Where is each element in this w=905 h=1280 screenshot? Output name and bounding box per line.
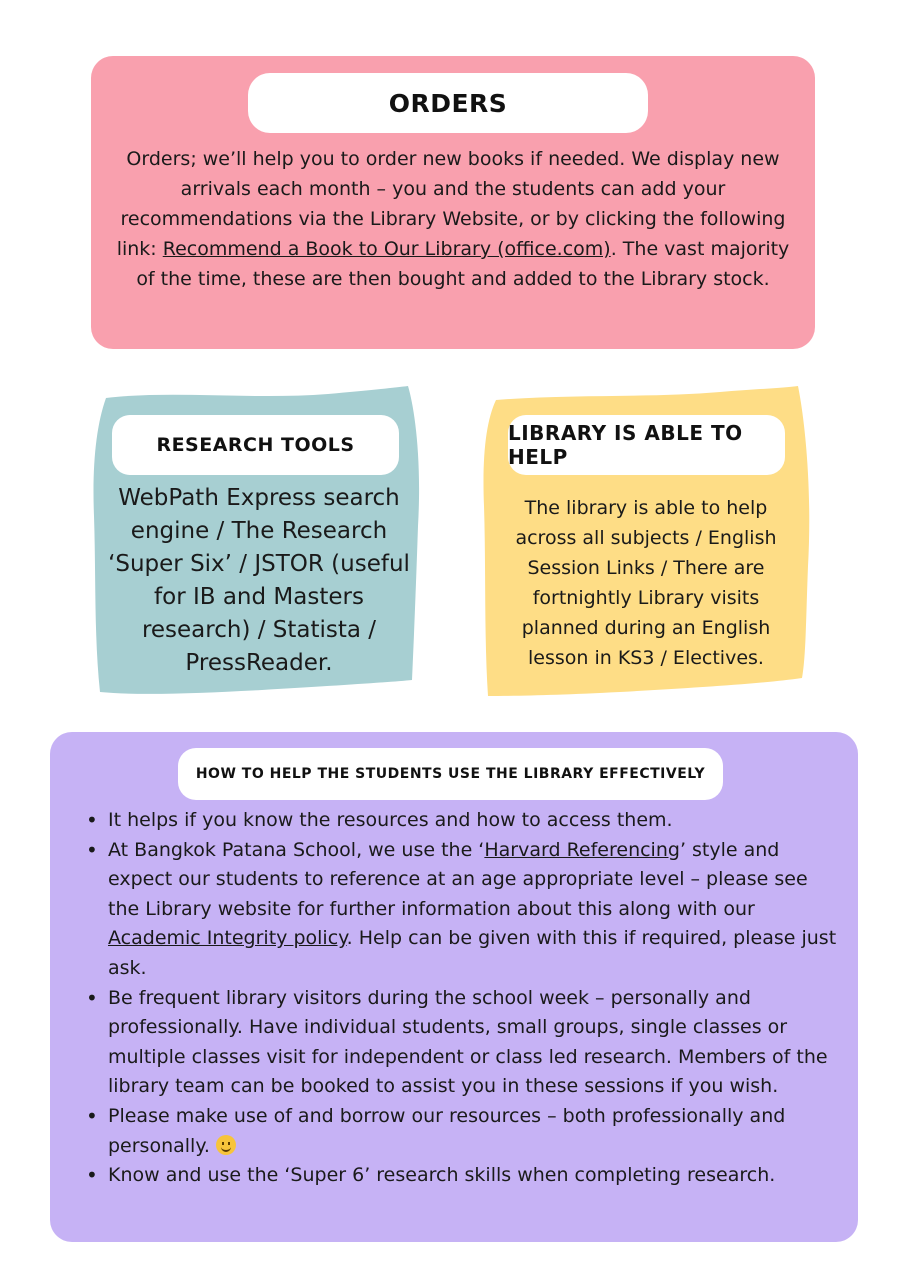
list-item-text: Be frequent library visitors during the school week – personally and professionally. Have individual students, small groups, single classes or multiple classes visit for independent or class led research. Members of the library team can be booked to assist you in these sessions if you wish. [108, 986, 828, 1098]
list-item-text: ’ style and expect our students to reference at an age appropriate level – please see the Library website for further information about this along with our [108, 838, 808, 920]
orders-title: ORDERS [248, 73, 648, 133]
orders-card [91, 56, 815, 349]
research-tools-title: RESEARCH TOOLS [112, 415, 399, 475]
research-tools-text: WebPath Express search engine / The Research ‘Super Six’ / JSTOR (useful for IB and Masters research) / Statista / PressReader. [108, 485, 410, 676]
library-help-text: The library is able to help across all subjects / English Session Links / There are fortnightly Library visits planned during an English lesson in KS3 / Electives. [515, 497, 777, 669]
list-item-text: At Bangkok Patana School, we use the ‘ [108, 838, 485, 861]
research-tools-card [92, 386, 422, 698]
orders-text-intro: Orders; we’ll help you to order new books if needed. We display new arrivals each month – you and the students can add your recommendations via the Library Website, or by clicking the following link: [116, 148, 786, 260]
orders-text [105, 144, 801, 294]
list-item-text: Know and use the ‘Super 6’ research skills when completing research. [108, 1164, 776, 1187]
how-to-help-list [108, 806, 842, 1191]
list-item-text: . Help can be given with this if required, please just ask. [108, 927, 837, 979]
library-help-card [480, 386, 812, 698]
academic-integrity-link[interactable]: Academic Integrity policy [108, 927, 347, 950]
orders-text-outro: . The vast majority of the time, these are then bought and added to the Library stock. [136, 238, 790, 290]
list-item [108, 1102, 842, 1161]
list-item [108, 806, 842, 836]
how-to-help-title: HOW TO HELP THE STUDENTS USE THE LIBRARY EFFECTIVELY [178, 748, 723, 800]
list-item [108, 984, 842, 1102]
harvard-referencing-link[interactable]: Harvard Referencing [484, 838, 680, 861]
list-item-text: It helps if you know the resources and how to access them. [108, 809, 673, 831]
library-help-title: LIBRARY IS ABLE TO HELP [508, 415, 785, 475]
recommend-book-link[interactable]: Recommend a Book to Our Library (office.com) [162, 238, 611, 260]
how-to-help-card [50, 732, 858, 1242]
list-item-text: Please make use of and borrow our resources – both professionally and personally. [108, 1104, 786, 1157]
list-item [108, 1161, 842, 1191]
list-item [108, 836, 842, 984]
smiley-face-icon [216, 1135, 236, 1155]
